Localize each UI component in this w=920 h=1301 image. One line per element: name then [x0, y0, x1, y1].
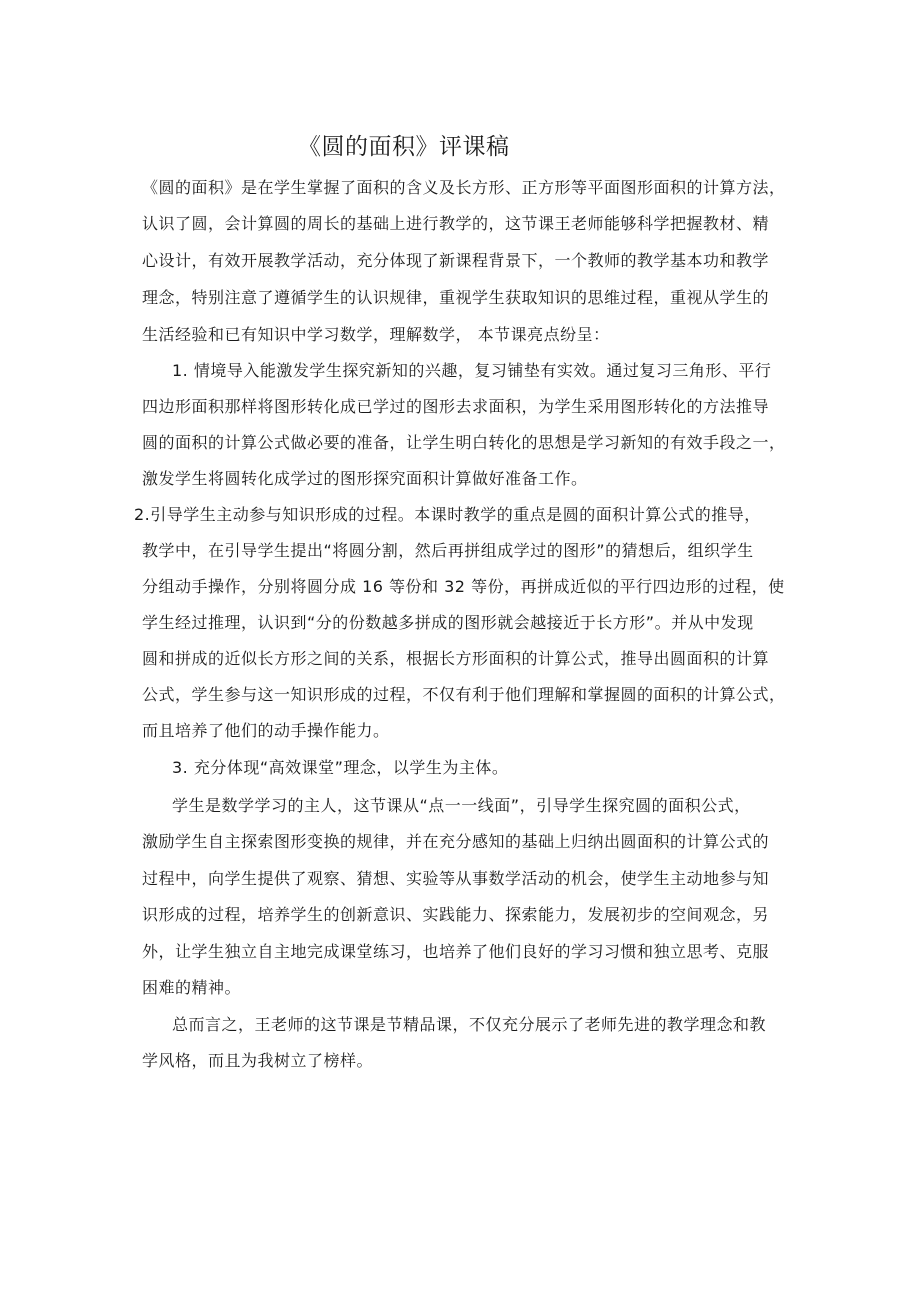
- text-line: 学生是数学学习的主人，这节课从“点一一线面”，引导学生探究圆的面积公式，: [172, 796, 751, 815]
- text-line: 识形成的过程，培养学生的创新意识、实践能力、探索能力，发展初步的空间观念，另: [142, 905, 770, 924]
- text-line: 而且培养了他们的动手操作能力。: [142, 721, 390, 740]
- text-line: 外，让学生独立自主地完成课堂练习，也培养了他们良好的学习习惯和独立思考、克服: [142, 942, 770, 961]
- text-line: 学风格，而且为我树立了榜样。: [142, 1051, 374, 1070]
- point-3-heading: 3. 充分体现“高效课堂”理念，以学生为主体。: [172, 758, 509, 777]
- text-line: 生活经验和已有知识中学习数学，理解数学， 本节课亮点纷呈：: [142, 325, 610, 344]
- text-line: 激励学生自主探索图形变换的规律，并在充分感知的基础上归纳出圆面积的计算公式的: [142, 832, 770, 851]
- text-line: 激发学生将圆转化成学过的图形探究面积计算做好准备工作。: [142, 469, 588, 488]
- text-line: 认识了圆，会计算圆的周长的基础上进行教学的，这节课王老师能够科学把握教材、精: [142, 214, 770, 233]
- text-line: 学生经过推理，认识到“分的份数越多拼成的图形就会越接近于长方形”。并从中发现: [142, 613, 754, 632]
- text-line: 过程中，向学生提供了观察、猜想、实验等从事数学活动的机会，使学生主动地参与知: [142, 869, 770, 888]
- text-line: 心设计，有效开展教学活动，充分体现了新课程背景下，一个教师的教学基本功和教学: [142, 251, 770, 270]
- text-line: 圆的面积的计算公式做必要的准备，让学生明白转化的思想是学习新知的有效手段之一，: [142, 433, 786, 452]
- text-line: 2.引导学生主动参与知识形成的过程。本课时教学的重点是圆的面积计算公式的推导，: [134, 505, 761, 524]
- text-line: 圆和拼成的近似长方形之间的关系，根据长方形面积的计算公式，推导出圆面积的计算: [142, 649, 770, 668]
- text-line: 困难的精神。: [142, 978, 242, 997]
- text-line: 四边形面积那样将图形转化成已学过的图形去求面积，为学生采用图形转化的方法推导: [142, 397, 770, 416]
- text-line: 《圆的面积》是在学生掌握了面积的含义及长方形、正方形等平面图形面积的计算方法，: [142, 178, 786, 197]
- text-line: 公式，学生参与这一知识形成的过程，不仅有利于他们理解和掌握圆的面积的计算公式，: [142, 685, 786, 704]
- text-line: 理念，特别注意了遵循学生的认识规律，重视学生获取知识的思维过程，重视从学生的: [142, 288, 770, 307]
- document-title: 《圆的面积》评课稿: [298, 134, 510, 160]
- text-line: 分组动手操作，分别将圆分成 16 等份和 32 等份，再拼成近似的平行四边形的过程，使: [142, 577, 785, 596]
- text-line: 教学中，在引导学生提出“将圆分割，然后再拼组成学过的图形”的猜想后，组织学生: [142, 541, 754, 560]
- text-line: 1. 情境导入能激发学生探究新知的兴趣，复习铺垫有实效。通过复习三角形、平行: [172, 361, 772, 380]
- text-line: 总而言之，王老师的这节课是节精品课，不仅充分展示了老师先进的教学理念和教: [172, 1015, 767, 1034]
